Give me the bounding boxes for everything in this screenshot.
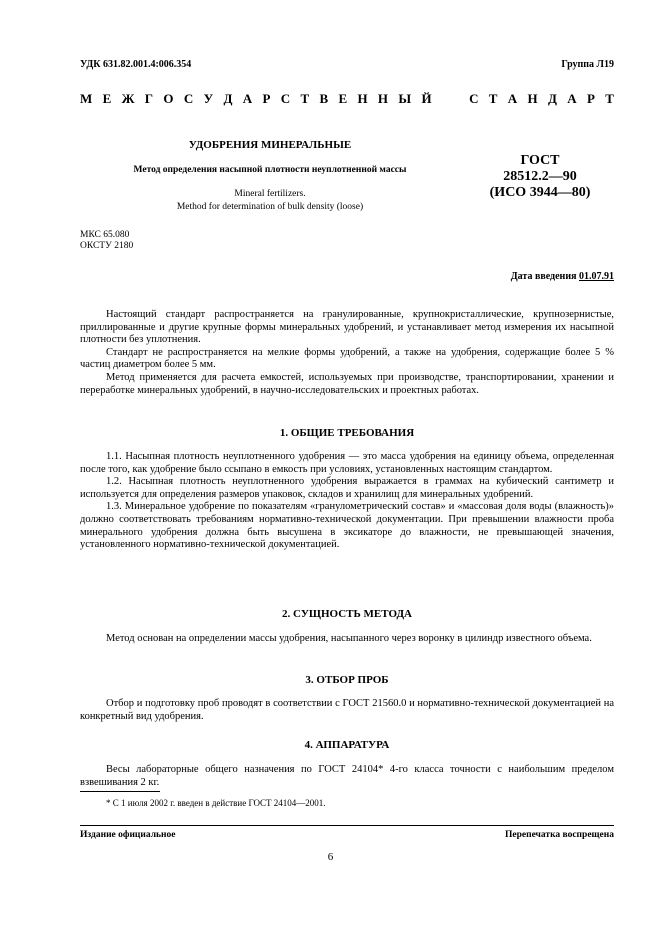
interstate-letter: Р [262,91,271,106]
gost-designation [470,153,610,201]
interstate-letter: Ы [398,91,412,106]
gost-number: 28512.2—90 [503,169,577,184]
interstate-standard-heading [80,91,614,107]
section-3-paragraph-1: Отбор и подготовку проб проводят в соответствии с ГОСТ 21560.0 и нормативно-технической документацией на конкретный вид удобрения. [80,698,614,722]
section-4-text [80,764,614,789]
interstate-letter: Т [605,91,614,106]
interstate-letter [442,91,445,107]
interstate-letter: О [163,91,174,106]
section-3-text [80,698,614,723]
interstate-letter: Н [377,91,389,106]
interstate-letter: М [80,91,93,106]
intro-paragraph-2: Стандарт не распространяется на мелкие формы удобрений, а также на удобрения, содержащие более 5 % частиц диаметром более 5 мм. [80,346,614,371]
interstate-letter: Н [527,91,538,106]
official-edition-label: Издание официальное [80,830,176,840]
interstate-letter: С [469,91,479,106]
udk-code: УДК 631.82.001.4:006.354 [80,59,192,70]
section-2-title: 2. СУЩНОСТЬ МЕТОДА [282,608,412,620]
section-2-text [80,633,614,646]
section-1-title: 1. ОБЩИЕ ТРЕБОВАНИЯ [279,427,415,439]
section-1-paragraph-1: 1.1. Насыпная плотность неуплотненного удобрения — это масса удобрения на единицу объема, определенная после того, как удобрение было ссыпано в емкость при условиях, установленных настоящим стандартом. [80,451,614,475]
interstate-letter: Е [338,91,348,106]
interstate-letter: Т [300,91,310,106]
interstate-letter: А [242,91,253,106]
interstate-letter: Д [547,91,557,106]
section-2-paragraph-1: Метод основан на определении массы удобрения, насыпанного через воронку в цилиндр известного объема. [106,633,592,644]
interstate-letter: У [203,91,214,106]
iso-number: (ИСО 3944—80) [489,185,591,200]
gost-label: ГОСТ [520,153,560,168]
title-block [100,139,440,214]
group-code: Группа Л19 [561,59,614,70]
english-title-line-1: Mineral fertilizers. [234,189,306,199]
classification-codes [80,230,133,252]
introduction-text [80,309,614,397]
interstate-letter: Р [586,91,595,106]
okstu-code: ОКСТУ 2180 [80,241,134,251]
section-3-title: 3. ОТБОР ПРОБ [305,674,389,686]
interstate-letter: В [319,91,329,106]
introduction-date-value: 01.07.91 [579,271,614,282]
interstate-letter: Е [102,91,112,106]
document-title: УДОБРЕНИЯ МИНЕРАЛЬНЫЕ [188,139,352,151]
mks-code: МКС 65.080 [80,230,130,240]
interstate-letter: Й [421,91,432,106]
intro-paragraph-3: Метод применяется для расчета емкостей, используемых при производстве, транспортировании, хранении и переработке минеральных удобрений, в научно-исследовательских и проектных работах. [80,371,614,396]
introduction-date [511,271,614,282]
footnote: * С 1 июля 2002 г. введен в действие ГОСТ 24104—2001. [106,798,326,808]
interstate-letter: А [507,91,518,106]
interstate-letter: С [280,91,291,106]
section-4-paragraph-1: Весы лабораторные общего назначения по ГОСТ 24104* 4-го класса точности с наибольшим пределом взвешивания 2 кг. [80,764,614,788]
section-1-paragraph-3: 1.3. Минеральное удобрение по показателям «гранулометрический состав» и «массовая доля воды (влажность)» должно соответствовать требованиям нормативно-технической документации. При превышении влажности проба минерального удобрения должна быть высушена в эксикаторе до влажности, не превышающей значения, установленного нормативно-технической документацией. [80,501,614,551]
footer-divider [80,825,614,826]
english-title-line-2: Method for determination of bulk density (loose) [176,202,364,212]
interstate-letter: Н [357,91,368,106]
section-1-paragraph-2: 1.2. Насыпная плотность неуплотненного удобрения выражается в граммах на кубический сантиметр и используется для определения размеров упаковок, складов и хранилищ для минеральных удобрений. [80,476,614,500]
introduction-date-label: Дата введения [510,271,579,282]
interstate-letter: А [567,91,577,106]
interstate-letter [455,91,458,107]
footnote-divider [80,791,160,792]
section-4-title: 4. АППАРАТУРА [304,739,390,751]
page-number: 6 [327,851,334,863]
interstate-letter: Т [488,91,498,106]
intro-paragraph-1: Настоящий стандарт распространяется на гранулированные, крупнокристаллические, крупнозернистые, приллированные и другие крупные формы минеральных удобрений, и устанавливает метод измерения их насыпной плотности без уплотнения. [80,309,614,346]
english-title [100,188,440,214]
interstate-letter: Г [144,91,154,106]
interstate-letter: С [183,91,194,106]
document-subtitle: Метод определения насыпной плотности неуплотненной массы [133,165,407,175]
section-1-text [80,451,614,552]
reprint-prohibited-label: Перепечатка воспрещена [504,830,614,840]
interstate-letter: Д [223,91,233,106]
interstate-letter: Ж [121,91,135,106]
